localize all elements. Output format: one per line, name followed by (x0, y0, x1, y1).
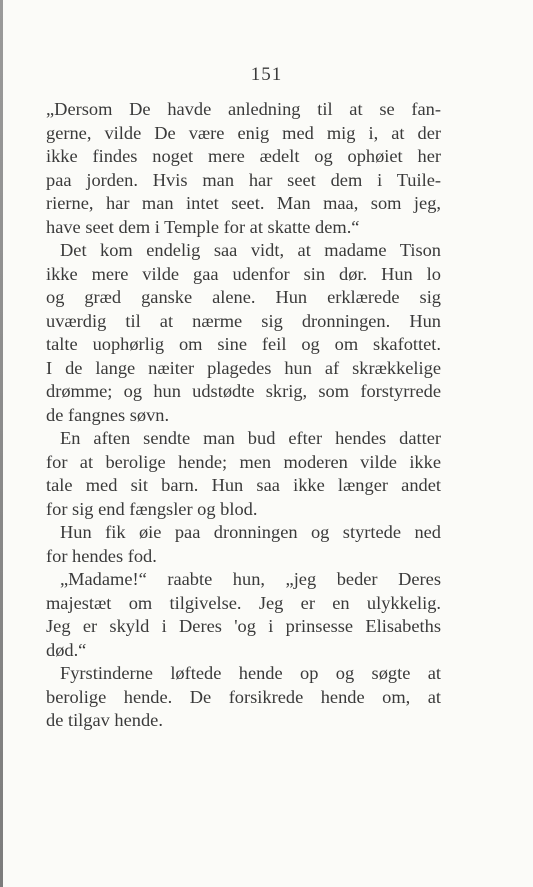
text-line: majestæt om tilgivelse. Jeg er en ulykkelig. (46, 592, 441, 613)
text-line: rierne, har man intet seet. Man maa, som jeg, (46, 193, 441, 213)
page-edge (0, 0, 3, 887)
paragraph-4 (46, 521, 441, 568)
text-line: tale med sit barn. Hun saa ikke længer andet (46, 475, 441, 495)
text-line: for sig end fængsler og blod. (46, 498, 258, 519)
text-line: Det kom endelig saa vidt, at madame Tison (60, 240, 441, 260)
text-line: berolige hende. De forsikrede hende om, at (46, 686, 441, 707)
text-line: drømme; og hun udstødte skrig, som forstyrrede (46, 381, 441, 401)
text-line: Jeg er skyld i Deres 'og i prinsesse Elisabeths (46, 616, 441, 636)
text-line: for hendes fod. (46, 545, 157, 566)
text-line: for at berolige hende; men moderen vilde ikke (46, 451, 441, 472)
text-line: og græd ganske alene. Hun erklærede sig (46, 287, 441, 307)
text-line: uværdig til at nærme sig dronningen. Hun (46, 310, 441, 331)
paragraph-1 (46, 98, 441, 239)
text-line: ikke findes noget mere ædelt og ophøiet her (46, 146, 441, 166)
text-line: ikke mere vilde gaa udenfor sin dør. Hun lo (46, 263, 441, 284)
paragraph-6 (46, 662, 441, 733)
text-line: de fangnes søvn. (46, 404, 170, 425)
text-line: paa jorden. Hvis man har seet dem i Tuile- (46, 169, 441, 190)
text-line: I de lange næiter plagedes hun af skrækkelige (46, 357, 441, 378)
text-line: Hun fik øie paa dronningen og styrtede ned (60, 522, 441, 542)
paragraph-2 (46, 239, 441, 427)
body-text (46, 98, 441, 733)
text-line: gerne, vilde De være enig med mig i, at der (46, 122, 441, 143)
text-line: død.“ (46, 639, 87, 660)
text-line: En aften sendte man bud efter hendes datter (60, 428, 441, 448)
text-line: Fyrstinderne løftede hende op og søgte at (60, 663, 441, 683)
text-line: have seet dem i Temple for at skatte dem.“ (46, 216, 360, 237)
text-line: talte uophørlig om sine feil og om skafottet. (46, 334, 441, 354)
text-line: „Madame!“ raabte hun, „jeg beder Deres (60, 569, 441, 589)
paragraph-3 (46, 427, 441, 521)
text-line: „Dersom De havde anledning til at se fan- (46, 99, 441, 119)
paragraph-5 (46, 568, 441, 662)
text-line: de tilgav hende. (46, 710, 163, 730)
page-number: 151 (250, 64, 283, 85)
